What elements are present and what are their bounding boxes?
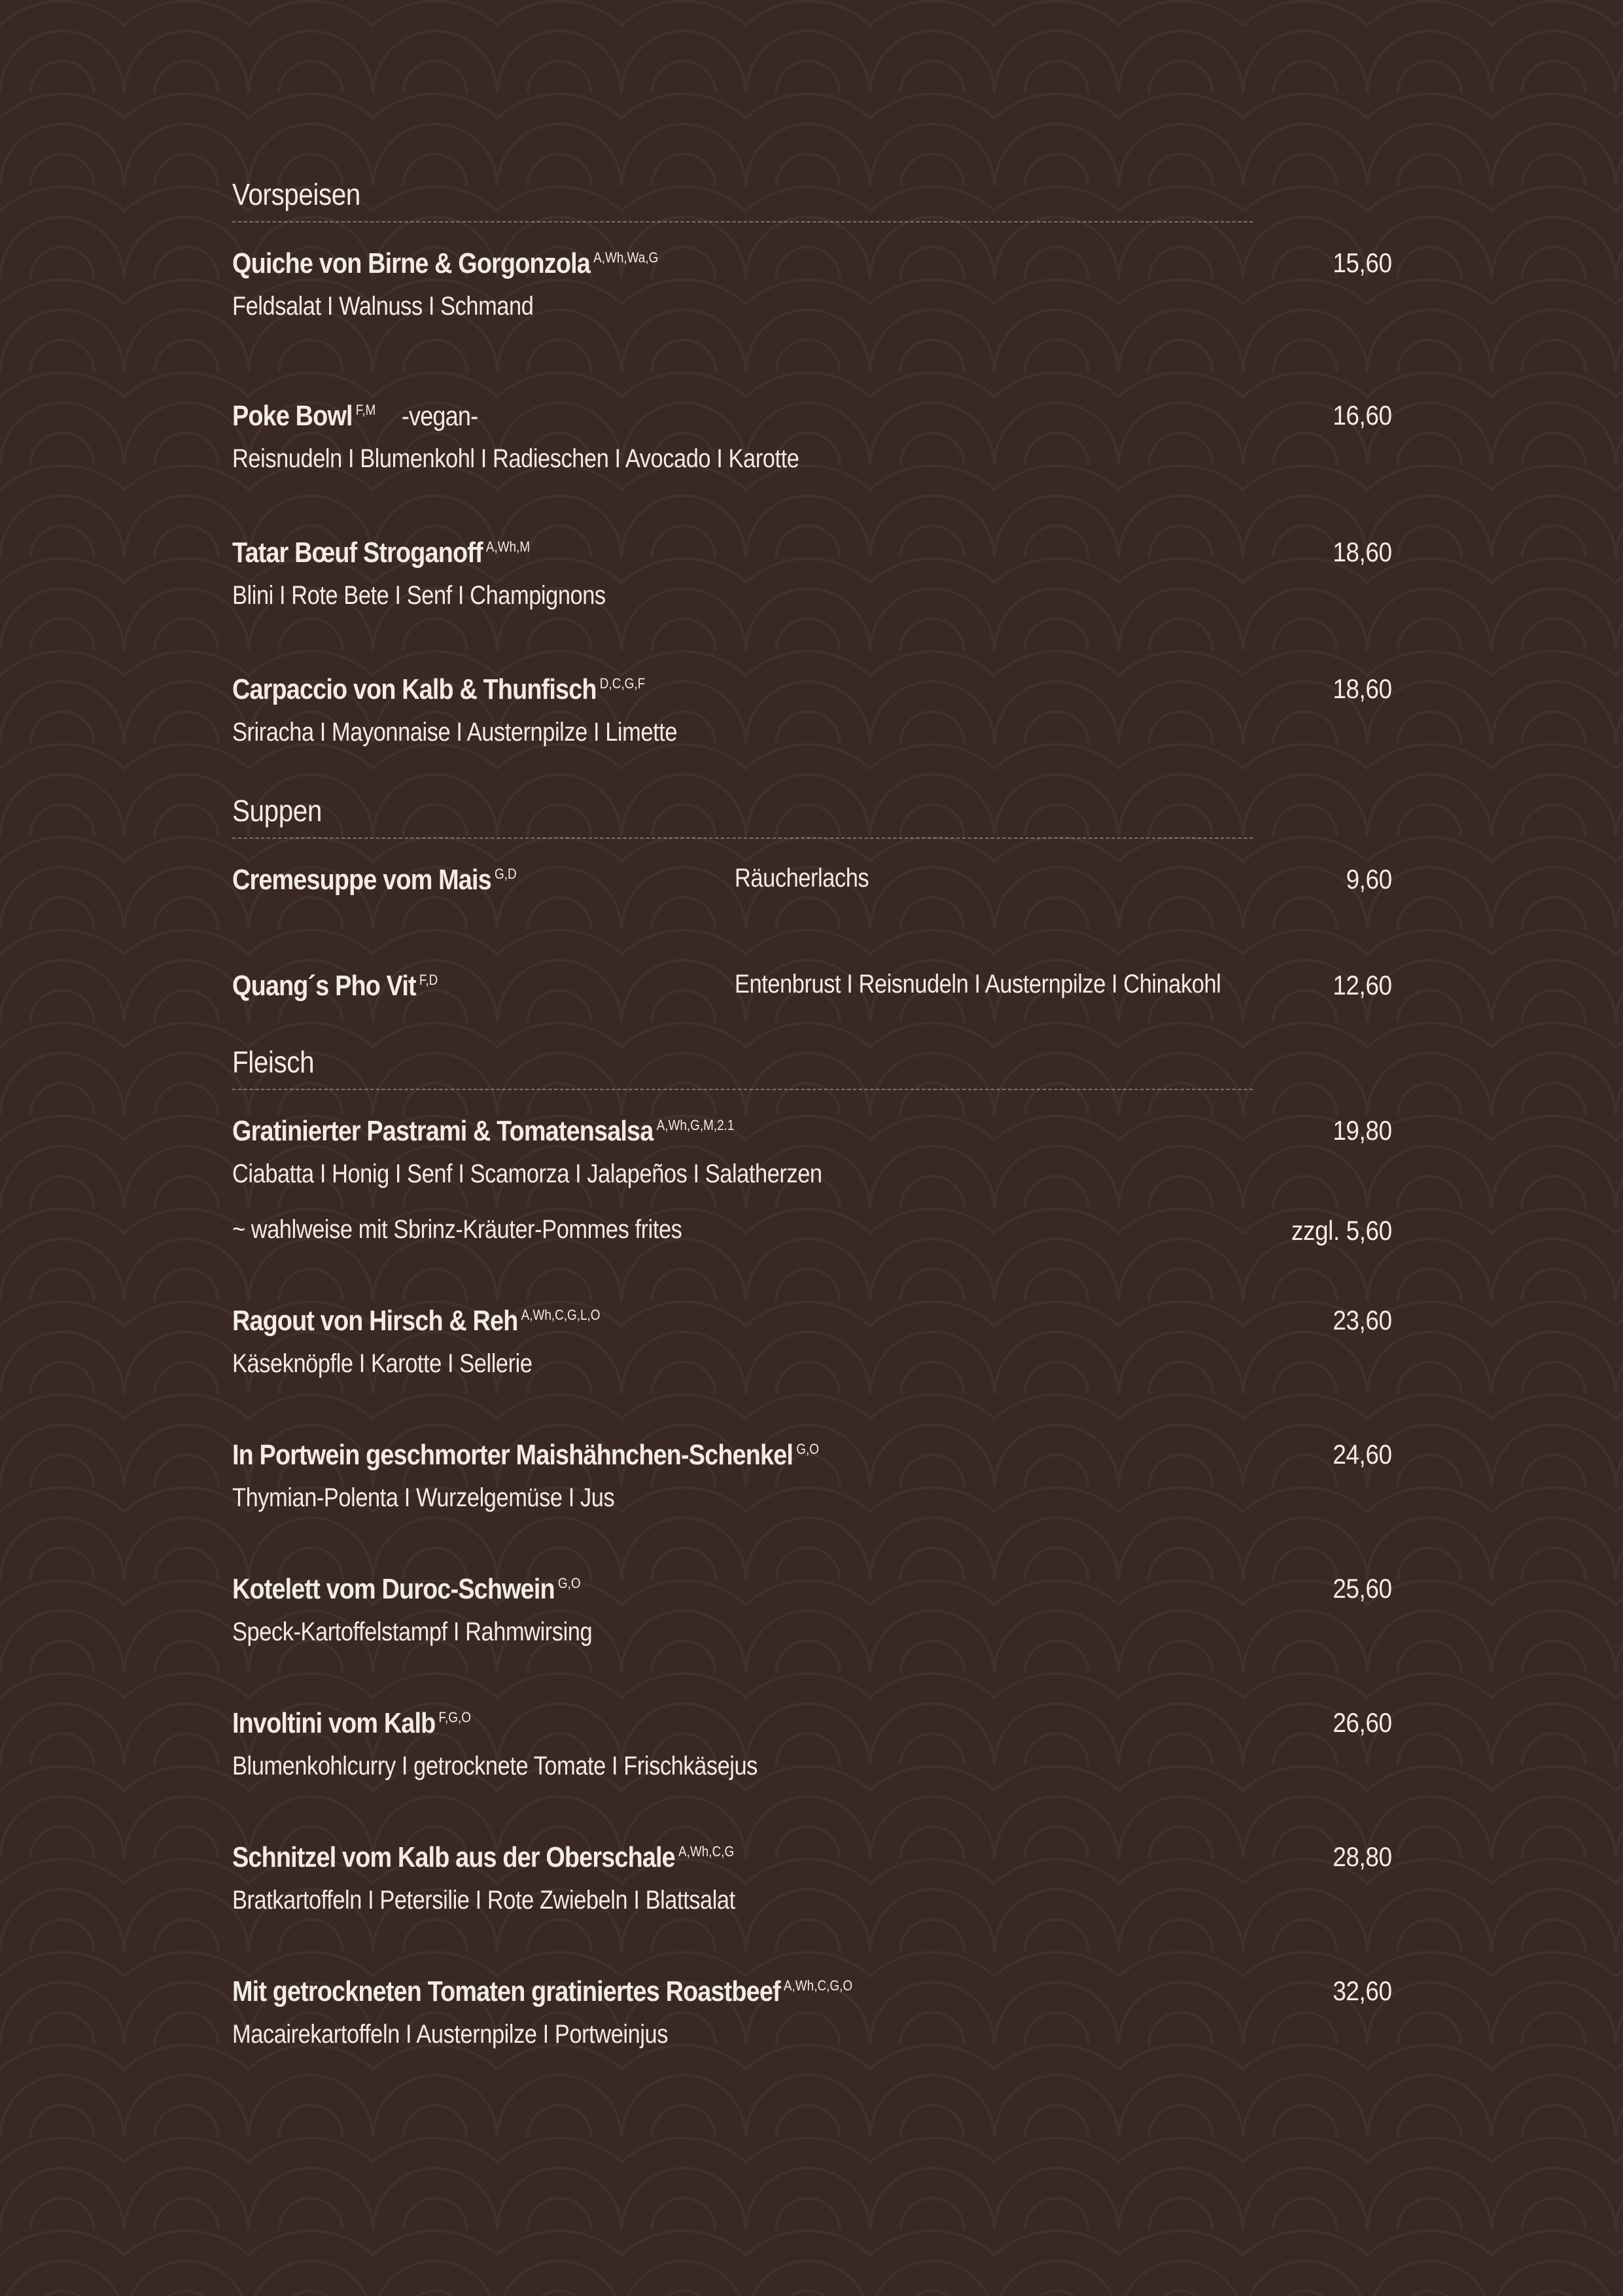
item-description: Reisnudeln I Blumenkohl I Radieschen I Avocado I Karotte [232, 444, 799, 473]
allergen-codes: A,Wh,M [485, 539, 531, 556]
item-description: Thymian-Polenta I Wurzelgemüse I Jus [232, 1483, 615, 1512]
item-description: Macairekartoffeln I Austernpilze I Portweinjus [232, 2020, 669, 2049]
item-description: Blini I Rote Bete I Senf I Champignons [232, 581, 606, 610]
item-description: Entenbrust I Reisnudeln I Austernpilze I Chinakohl [735, 970, 1221, 998]
item-price: 26,60 [1333, 1707, 1392, 1738]
item-name: Kotelett vom Duroc-Schwein $^{G,O}$ [232, 1573, 581, 1605]
menu-item [232, 247, 1392, 321]
item-name: Quiche von Birne & Gorgonzola $^{A,Wh,Wa,G}$ [232, 247, 659, 279]
item-price: 9,60 [1346, 864, 1392, 894]
item-description: Blumenkohlcurry I getrocknete Tomate I Frischkäsejus [232, 1752, 758, 1780]
menu-item [232, 1305, 1392, 1379]
item-name: Gratinierter Pastrami & Tomatensalsa $^{A,Wh,G,M,2.1}$ [232, 1115, 735, 1147]
item-description: Räucherlachs [735, 864, 869, 892]
item-name: Tatar Bœuf Stroganoff $^{A,Wh,M}$ [232, 537, 531, 569]
menu-item [232, 864, 1392, 896]
menu-item [232, 537, 1392, 610]
menu-item [232, 1841, 1392, 1915]
section-title: Fleisch [232, 1044, 1253, 1090]
item-description: Speck-Kartoffelstampf I Rahmwirsing [232, 1617, 593, 1646]
item-price: 18,60 [1333, 537, 1392, 567]
menu-item [232, 1707, 1392, 1781]
allergen-codes: A,Wh,G,M,2.1 [656, 1117, 735, 1134]
item-price: 23,60 [1333, 1305, 1392, 1335]
item-price: 19,80 [1333, 1115, 1392, 1146]
item-name: Ragout von Hirsch & Reh $^{A,Wh,C,G,L,O}$ [232, 1305, 601, 1337]
item-description: Feldsalat I Walnuss I Schmand [232, 292, 534, 321]
allergen-codes: D,C,G,F [599, 675, 646, 692]
allergen-codes: F,D [419, 972, 438, 989]
menu-item [232, 400, 1392, 474]
section-title: Vorspeisen [232, 177, 1253, 222]
allergen-codes: A,Wh,Wa,G [593, 249, 659, 266]
item-description: Ciabatta I Honig I Senf I Scamorza I Jalapeños I Salatherzen [232, 1159, 822, 1188]
item-price: 16,60 [1333, 400, 1392, 431]
item-description: Käseknöpfle I Karotte I Sellerie [232, 1349, 532, 1378]
menu-item [232, 1115, 1392, 1245]
section-title: Suppen [232, 793, 1253, 839]
allergen-codes: F,M [355, 402, 376, 419]
allergen-codes: G,D [495, 866, 517, 883]
item-description: Sriracha I Mayonnaise I Austernpilze I Limette [232, 718, 678, 747]
item-price: 15,60 [1333, 247, 1392, 278]
item-name: Quang´s Pho Vit $^{F,D}$ [232, 970, 438, 1002]
item-name: Mit getrockneten Tomaten gratiniertes Roastbeef $^{A,Wh,C,G,O}$ [232, 1975, 853, 2007]
side-option-price: zzgl. 5,60 [1291, 1215, 1392, 1246]
allergen-codes: A,Wh,C,G [678, 1843, 735, 1860]
item-name: In Portwein geschmorter Maishähnchen-Schenkel $^{G,O}$ [232, 1439, 819, 1471]
item-name: Schnitzel vom Kalb aus der Oberschale $^{A,Wh,C,G}$ [232, 1841, 735, 1873]
section-vorspeisen [232, 177, 1392, 747]
allergen-codes: G,O [796, 1441, 819, 1458]
menu-page [232, 177, 1392, 2049]
item-price: 32,60 [1333, 1975, 1392, 2006]
item-price: 25,60 [1333, 1573, 1392, 1604]
menu-item [232, 673, 1392, 747]
item-name: Cremesuppe vom Mais $^{G,D}$ [232, 864, 517, 896]
item-name: Carpaccio von Kalb & Thunfisch $^{D,C,G,F}$ [232, 673, 646, 705]
item-name: Poke Bowl $^{F,M}$ -vegan- [232, 400, 478, 432]
menu-item [232, 1439, 1392, 1513]
section-suppen [232, 793, 1392, 1002]
allergen-codes: A,Wh,C,G,L,O [521, 1307, 601, 1324]
item-description: Bratkartoffeln I Petersilie I Rote Zwiebeln I Blattsalat [232, 1886, 735, 1915]
allergen-codes: A,Wh,C,G,O [783, 1977, 853, 1994]
side-option [232, 1215, 1392, 1245]
item-price: 24,60 [1333, 1439, 1392, 1470]
item-name: Involtini vom Kalb $^{F,G,O}$ [232, 1707, 471, 1739]
section-fleisch [232, 1044, 1392, 2049]
menu-item [232, 970, 1392, 1002]
menu-item [232, 1975, 1392, 2049]
allergen-codes: G,O [557, 1575, 581, 1592]
allergen-codes: F,G,O [438, 1709, 471, 1726]
menu-item [232, 1573, 1392, 1647]
item-price: 28,80 [1333, 1841, 1392, 1872]
side-option-text: ~ wahlweise mit Sbrinz-Kräuter-Pommes frites [232, 1215, 682, 1244]
vegan-tag: -vegan- [401, 400, 478, 431]
item-price: 12,60 [1333, 970, 1392, 1000]
item-price: 18,60 [1333, 673, 1392, 704]
